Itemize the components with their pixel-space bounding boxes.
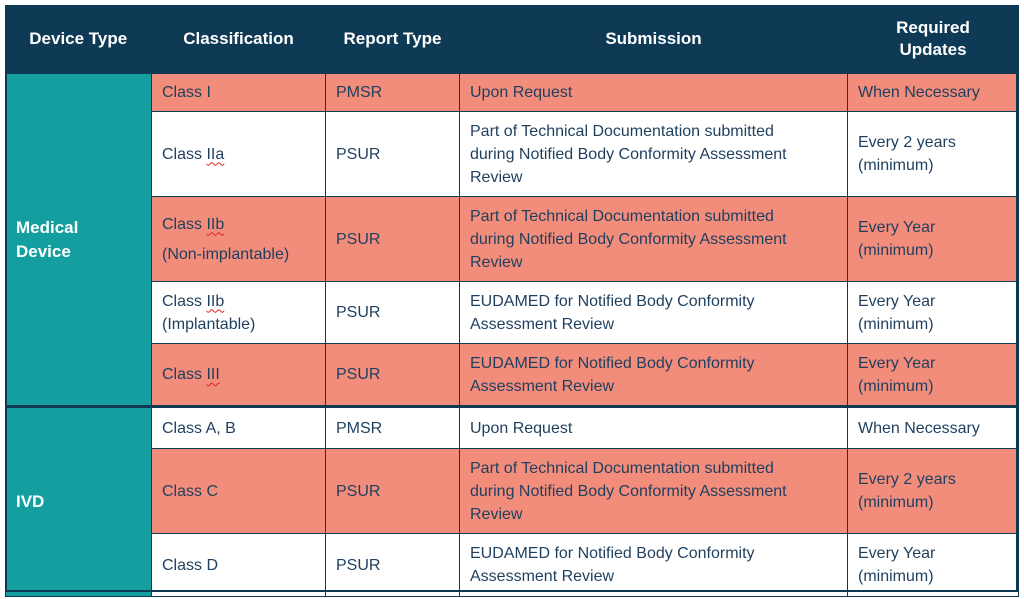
class-note: (Implantable) [162, 315, 256, 333]
device-type-ivd: IVD [6, 407, 152, 597]
updates-line: (minimum) [858, 494, 934, 511]
report-type-cell: PSUR [326, 534, 460, 597]
report-type-cell: PSUR [326, 449, 460, 534]
report-type-cell: PSUR [326, 197, 460, 282]
header-required-updates-line1: Required [896, 18, 970, 37]
submission-line: Assessment Review [470, 568, 615, 585]
table-border [5, 5, 1018, 592]
class-prefix: Class [162, 84, 207, 101]
submission-line: during Notified Body Conformity Assessment [470, 230, 787, 248]
updates-line: Every 2 years [858, 134, 956, 151]
submission-line: EUDAMED for Notified Body Conformity [470, 545, 755, 562]
submission-line: Assessment Review [470, 377, 615, 395]
updates-line: (minimum) [858, 157, 934, 174]
class-code: IIb [206, 292, 225, 310]
header-report-type: Report Type [326, 5, 460, 74]
header-classification: Classification [152, 5, 326, 74]
classification-cell: Class C [152, 449, 326, 534]
submission-line: Upon Request [470, 84, 573, 101]
report-type-cell: PSUR [326, 112, 460, 197]
device-type-label-line1: Medical [16, 217, 79, 237]
updates-line: (minimum) [858, 377, 934, 395]
report-type-cell: PSUR [326, 282, 460, 344]
report-type-cell: PMSR [326, 407, 460, 449]
class-code: IIb [206, 215, 225, 233]
classification-cell: Class A, B [152, 407, 326, 449]
class-note: (Non-implantable) [162, 245, 290, 263]
submission-line: Part of Technical Documentation submitted [470, 459, 774, 477]
updates-line: Every Year [858, 292, 936, 310]
class-code: IIa [206, 145, 225, 163]
submission-line: Review [470, 253, 523, 271]
submission-line: EUDAMED for Notified Body Conformity [470, 354, 755, 372]
header-required-updates-line2: Updates [899, 40, 967, 59]
updates-line: Every Year [858, 545, 936, 562]
report-type-cell: PMSR [326, 74, 460, 112]
updates-line: When Necessary [858, 419, 980, 437]
class-code: I [206, 84, 211, 101]
class-prefix: Class [162, 215, 207, 233]
submission-line: during Notified Body Conformity Assessment [470, 482, 787, 500]
updates-line: When Necessary [858, 84, 980, 101]
header-device-type: Device Type [6, 5, 152, 74]
submission-line: Part of Technical Documentation submitted [470, 207, 774, 225]
submission-line: Upon Request [470, 419, 573, 437]
class-code: III [206, 366, 220, 383]
submission-line: EUDAMED for Notified Body Conformity [470, 292, 755, 310]
class-prefix: Class [162, 145, 207, 163]
updates-line: Every Year [858, 354, 936, 372]
submission-line: Assessment Review [470, 315, 615, 333]
submission-line: during Notified Body Conformity Assessment [470, 145, 787, 163]
header-submission: Submission [460, 5, 848, 74]
updates-line: (minimum) [858, 315, 934, 333]
submission-line: Part of Technical Documentation submitted [470, 122, 774, 140]
submission-line: Review [470, 168, 523, 186]
device-type-label-line2: Device [16, 241, 71, 261]
classification-cell: Class D [152, 534, 326, 597]
class-prefix: Class [162, 292, 207, 310]
updates-line: Every 2 years [858, 471, 956, 488]
updates-line: (minimum) [858, 242, 934, 259]
submission-line: Review [470, 505, 523, 523]
updates-line: (minimum) [858, 568, 934, 585]
class-prefix: Class [162, 366, 207, 383]
report-type-cell: PSUR [326, 344, 460, 407]
updates-line: Every Year [858, 219, 936, 236]
